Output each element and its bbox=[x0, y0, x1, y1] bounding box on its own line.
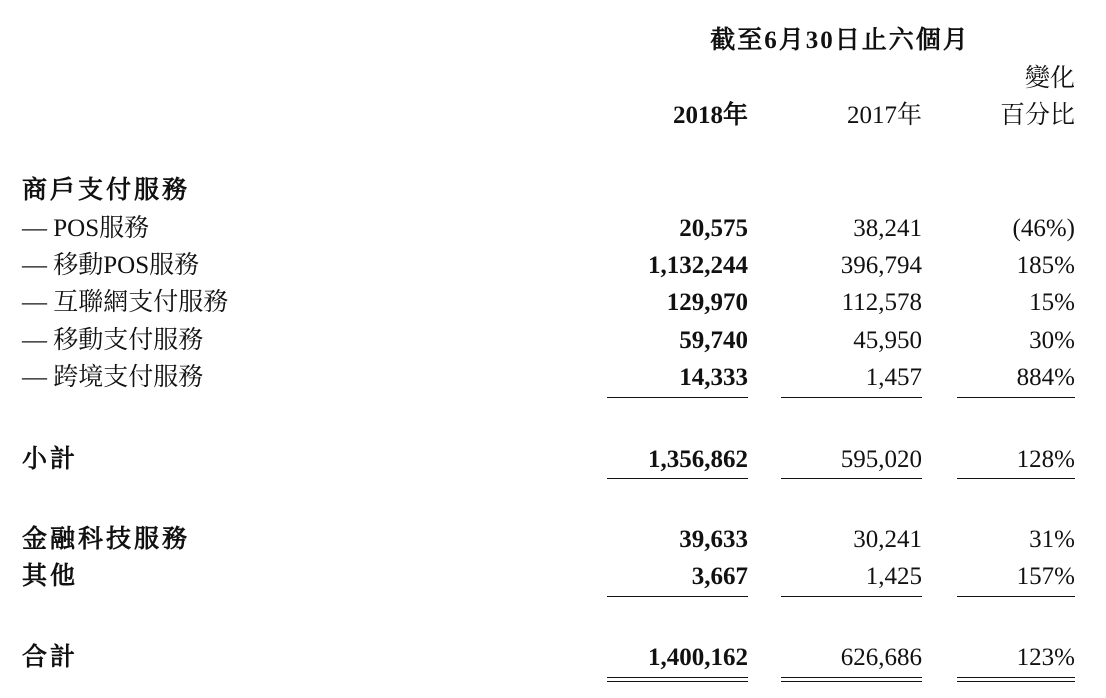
value-2017: 1,425 bbox=[865, 563, 922, 590]
change-percent: 15% bbox=[1029, 289, 1075, 316]
underline-rule bbox=[607, 596, 748, 597]
value-2017: 30,241 bbox=[853, 526, 922, 553]
double-underline bbox=[957, 677, 1075, 682]
change-percent: 185% bbox=[1016, 252, 1075, 279]
total-label: 合計 bbox=[22, 644, 79, 671]
change-header-line2: 百分比 bbox=[999, 102, 1075, 129]
value-2018: 20,575 bbox=[679, 215, 748, 242]
row-label: 金融科技服務 bbox=[22, 526, 191, 553]
row-label: — 跨境支付服務 bbox=[22, 364, 204, 391]
row-label: — 移動POS服務 bbox=[22, 252, 200, 279]
row-label: — 互聯網支付服務 bbox=[22, 289, 229, 316]
value-2017: 112,578 bbox=[841, 289, 922, 316]
section-label: 商戶支付服務 bbox=[22, 177, 191, 204]
underline-rule bbox=[781, 478, 922, 479]
value-2017: 45,950 bbox=[853, 327, 922, 354]
subtotal-2017: 595,020 bbox=[840, 446, 922, 473]
value-2018: 39,633 bbox=[679, 526, 748, 553]
change-percent: (46%) bbox=[1012, 215, 1075, 242]
change-header-line1: 變化 bbox=[1024, 65, 1075, 92]
total-2017: 626,686 bbox=[840, 644, 922, 671]
value-2018: 59,740 bbox=[679, 327, 748, 354]
value-2018: 3,667 bbox=[691, 563, 748, 590]
period-header: 截至6月30日止六個月 bbox=[710, 27, 970, 54]
value-2017: 38,241 bbox=[853, 215, 922, 242]
underline-rule bbox=[607, 478, 748, 479]
value-2018: 1,132,244 bbox=[648, 252, 748, 279]
double-underline bbox=[781, 677, 922, 682]
row-label: — POS服務 bbox=[22, 215, 150, 242]
underline-rule bbox=[781, 397, 922, 398]
double-underline bbox=[607, 677, 748, 682]
subtotal-change: 128% bbox=[1016, 446, 1075, 473]
year-2017-header: 2017年 bbox=[846, 102, 922, 129]
total-change: 123% bbox=[1016, 644, 1075, 671]
underline-rule bbox=[781, 596, 922, 597]
row-label: 其他 bbox=[22, 563, 79, 590]
change-percent: 884% bbox=[1016, 364, 1075, 391]
value-2017: 1,457 bbox=[865, 364, 922, 391]
change-percent: 31% bbox=[1029, 526, 1075, 553]
total-2018: 1,400,162 bbox=[648, 644, 748, 671]
year-2018-header: 2018年 bbox=[672, 102, 748, 129]
change-percent: 157% bbox=[1016, 563, 1075, 590]
value-2018: 129,970 bbox=[666, 289, 748, 316]
row-label: — 移動支付服務 bbox=[22, 327, 204, 354]
underline-rule bbox=[957, 478, 1075, 479]
change-percent: 30% bbox=[1029, 327, 1075, 354]
subtotal-label: 小計 bbox=[22, 446, 79, 473]
underline-rule bbox=[957, 596, 1075, 597]
value-2017: 396,794 bbox=[840, 252, 922, 279]
underline-rule bbox=[957, 397, 1075, 398]
subtotal-2018: 1,356,862 bbox=[648, 446, 748, 473]
underline-rule bbox=[607, 397, 748, 398]
value-2018: 14,333 bbox=[679, 364, 748, 391]
